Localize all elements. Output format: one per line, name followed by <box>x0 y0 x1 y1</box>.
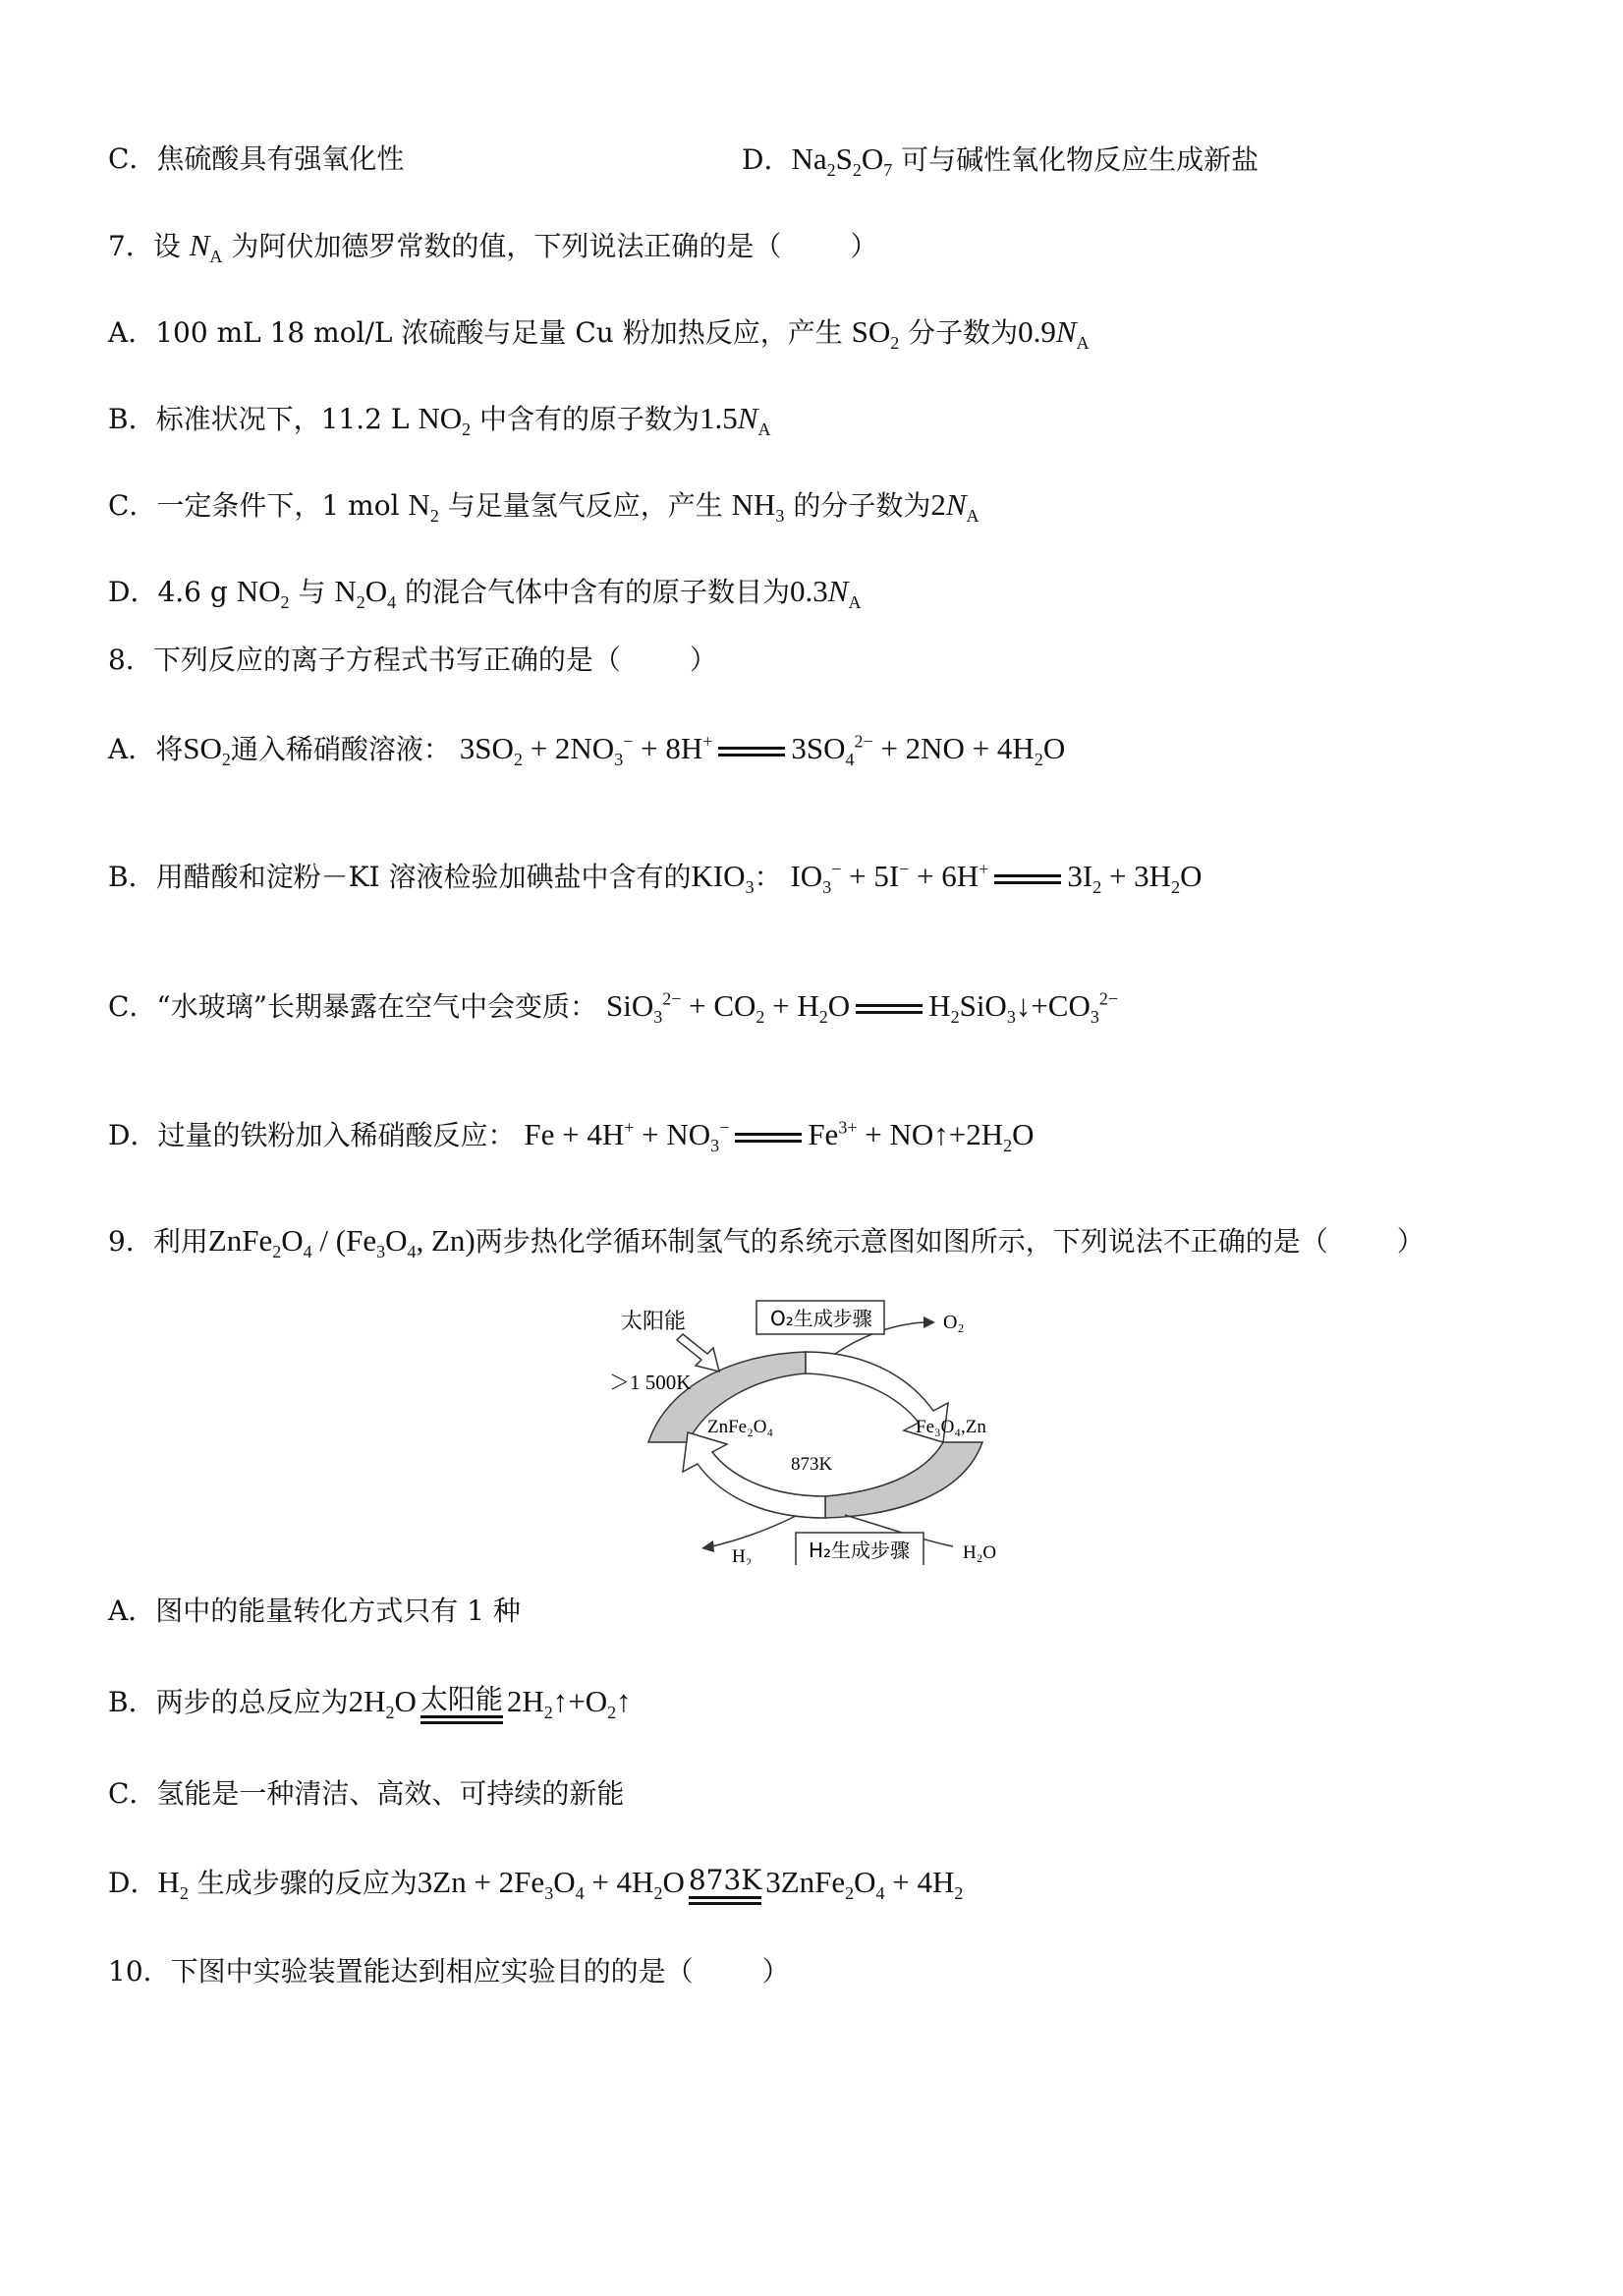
q6-option-d: D．$Na_2S_2O_7$ 可与碱性氧化物反应生成新盐 <box>742 141 1259 181</box>
h2-step-label: H₂生成步骤 <box>809 1539 911 1562</box>
h2-release-arrow <box>712 1516 796 1546</box>
to-left-arrow <box>683 1432 825 1518</box>
q7-option-d: D．4.6 g $NO_2$ 与 $N_2O_4$ 的混合气体中含有的原子数目为$0.3N_A$ <box>108 574 862 613</box>
q9-option-c: C．氢能是一种清洁、高效、可持续的新能 <box>108 1777 625 1810</box>
q9-option-b: B．两步的总反应为$2H_2O$ 太阳能 $2H_2↑+O_2↑$ <box>108 1683 632 1723</box>
q9-stem: 9．利用$ZnFe_2O_4 / (Fe_3O_4$, Zn)两步热化学循环制氢气的系统示意图如图所示，下列说法不正确的是（ ） <box>108 1223 1425 1262</box>
low-temp-label: 873K <box>791 1454 833 1475</box>
q7-stem: 7．设 $N_A$ 为阿伏加德罗常数的值，下列说法正确的是（ ） <box>108 228 878 267</box>
q7-option-b: B．标准状况下，11.2 L $NO_2$ 中含有的原子数为$1.5N_A$ <box>108 401 771 440</box>
reaction-condition: 873K <box>689 1865 761 1905</box>
q8-stem: 8．下列反应的离子方程式书写正确的是（ ） <box>108 644 717 676</box>
o2-step-label: O₂生成步骤 <box>770 1307 872 1330</box>
q8-option-c: C．“水玻璃”长期暴露在空气中会变质： $SiO_3^{2-} + CO_2 + H_2O$ $H_2SiO_3↓+CO_3^{2-}$ <box>108 988 1119 1028</box>
q9-option-a: A．图中的能量转化方式只有 1 种 <box>108 1595 521 1627</box>
q7-option-a: A．100 mL 18 mol/L 浓硫酸与足量 Cu 粉加热反应，产生 $SO_2$ 分子数为$0.9N_A$ <box>108 314 1090 354</box>
thermochemical-cycle-diagram <box>609 1295 1022 1565</box>
h2-label: H₂ <box>732 1546 753 1565</box>
q7-option-c: C．一定条件下，1 mol $N_2$ 与足量氢气反应，产生 $NH_3$ 的分子数为$2N_A$ <box>108 487 979 527</box>
equals-sign <box>856 1004 923 1014</box>
solar-label: 太阳能 <box>621 1310 687 1334</box>
q8-option-a: A．将$SO_2$通入稀硝酸溶液： $3SO_2 + 2NO_3^- + 8H^+$ $3SO_4^{2-} + 2NO + 4H_2O$ <box>108 731 1066 770</box>
h2-step-arrow <box>825 1442 982 1518</box>
q9-option-d: D．$H_2$ 生成步骤的反应为$3Zn + 2Fe_3O_4 + 4H_2O$ 873K $3ZnFe_2O_4 + 4H_2$ <box>108 1864 964 1904</box>
left-species-label: ZnFe₂O₄ <box>707 1417 774 1437</box>
q10-stem: 10．下图中实验装置能达到相应实验目的的是（ ） <box>108 1955 790 1988</box>
o2-label: O₂ <box>943 1312 965 1333</box>
equals-sign <box>994 874 1061 884</box>
high-temp-label: ＞1 500K <box>609 1371 692 1394</box>
solar-arrow <box>677 1334 719 1372</box>
equals-sign <box>735 1133 802 1143</box>
reaction-condition: 太阳能 <box>420 1684 503 1724</box>
q8-option-b: B．用醋酸和淀粉－KI 溶液检验加碘盐中含有的$KIO_3$： $IO_3^- + 5I^- + 6H^+$ $3I_2 + 3H_2O$ <box>108 859 1203 898</box>
q6-option-c: C．焦硫酸具有强氧化性 <box>108 142 405 175</box>
q8-option-d: D．过量的铁粉加入稀硝酸反应： $Fe + 4H^+ + NO_3^-$ $Fe^{3+}$ + $NO↑+2H_2O$ <box>108 1117 1035 1156</box>
right-species-label: Fe₃O₄,Zn <box>916 1417 986 1437</box>
h2o-label: H₂O <box>963 1542 997 1563</box>
equals-sign <box>718 747 785 756</box>
